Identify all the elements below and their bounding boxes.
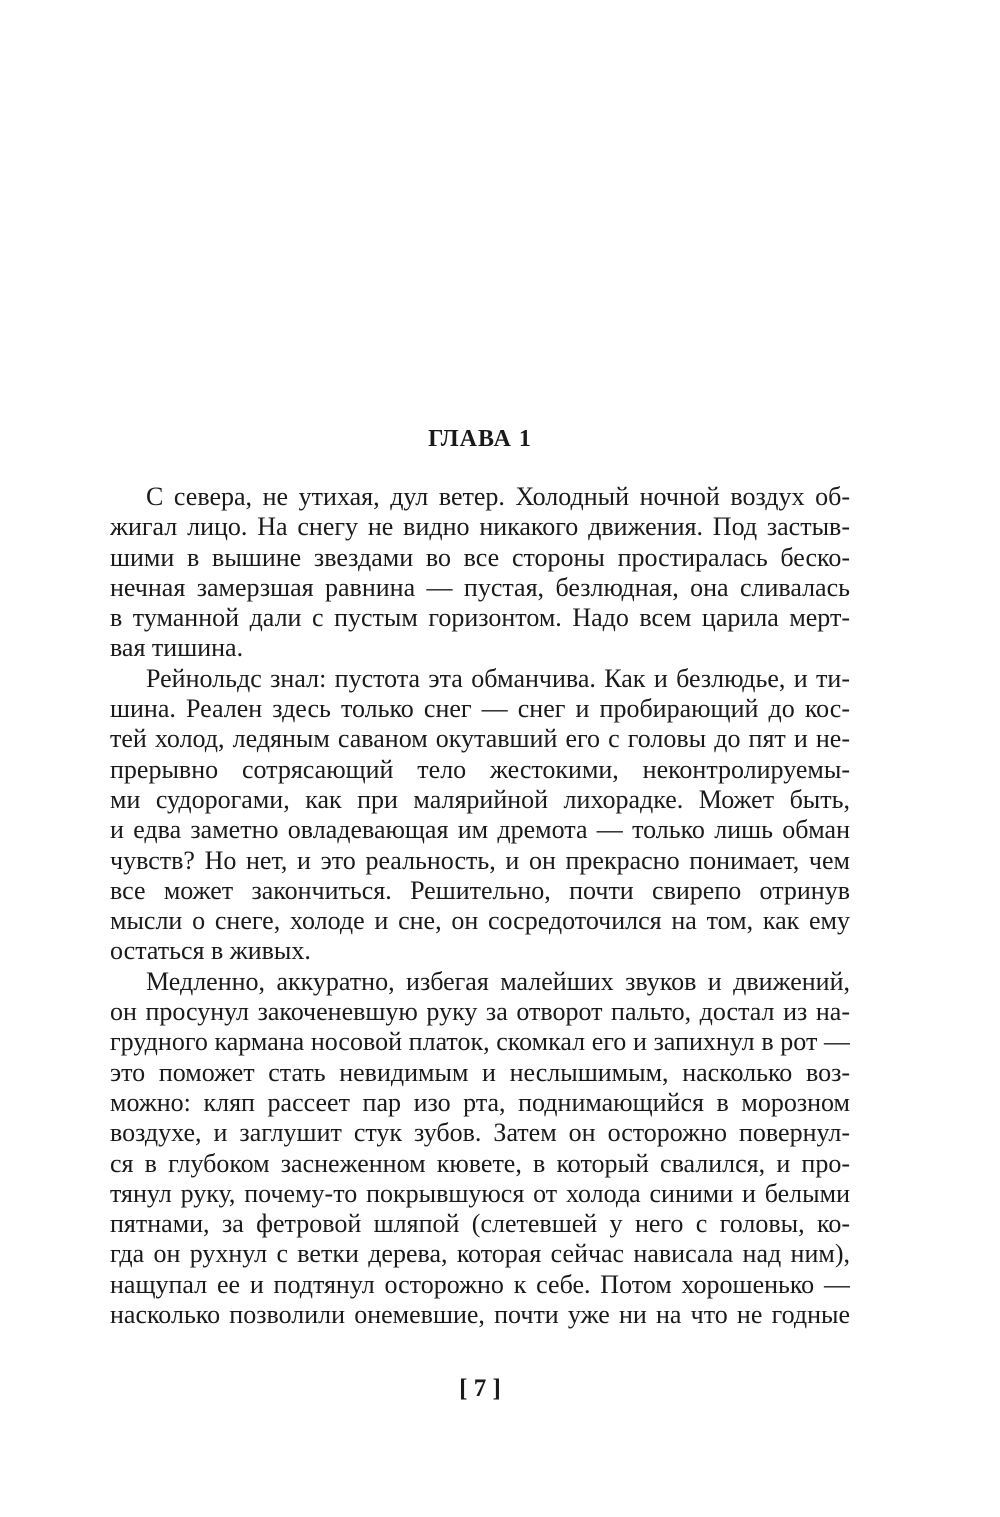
body-text bbox=[110, 482, 850, 1330]
text-line: и едва заметно овладевающая им дремота — только лишь обман bbox=[110, 815, 850, 845]
text-line: прерывно сотрясающий тело жестокими, неконтролируемы- bbox=[110, 754, 850, 784]
text-line: вая тишина. bbox=[110, 633, 244, 663]
text-line: остаться в живых. bbox=[110, 936, 311, 966]
text-line: нащупал ее и подтянул осторожно к себе. Потом хорошенько — bbox=[110, 1269, 850, 1299]
text-line: пятнами, за фетровой шляпой (слетевшей у него с головы, ко- bbox=[110, 1209, 850, 1239]
page-number: [ 7 ] bbox=[459, 1375, 501, 1402]
text-line: все может закончиться. Решительно, почти свирепо отринув bbox=[110, 875, 850, 905]
text-line: тей холод, ледяным саваном окутавший его с головы до пят и не- bbox=[110, 724, 850, 754]
text-line: нечная замерзшая равнина — пустая, безлюдная, она сливалась bbox=[110, 572, 850, 602]
text-line: Рейнольдс знал: пустота эта обманчива. Как и безлюдье, и ти- bbox=[146, 663, 850, 693]
text-line: ся в глубоком заснеженном кювете, в который свалился, и про- bbox=[110, 1148, 850, 1178]
chapter-title: ГЛАВА 1 bbox=[428, 426, 532, 452]
text-line: чувств? Но нет, и это реальность, и он прекрасно понимает, чем bbox=[110, 845, 850, 875]
text-line: ми судорогами, как при малярийной лихорадке. Может быть, bbox=[110, 784, 850, 814]
text-line: мысли о снеге, холоде и сне, он сосредоточился на том, как ему bbox=[110, 906, 850, 936]
text-line: жигал лицо. На снегу не видно никакого движения. Под застыв- bbox=[110, 512, 850, 542]
text-line: шими в вышине звездами во все стороны простиралась беско- bbox=[110, 542, 850, 572]
text-line: гда он рухнул с ветки дерева, которая сейчас нависала над ним), bbox=[110, 1239, 850, 1269]
text-line: в туманной дали с пустым горизонтом. Надо всем царила мерт- bbox=[110, 603, 850, 633]
text-line: грудного кармана носовой платок, скомкал его и запихнул в рот — bbox=[110, 1027, 850, 1057]
text-line: он просунул закоченевшую руку за отворот пальто, достал из на- bbox=[110, 997, 850, 1027]
text-line: воздухе, и заглушит стук зубов. Затем он осторожно повернул- bbox=[110, 1118, 850, 1148]
text-line: это поможет стать невидимым и неслышимым, насколько воз- bbox=[110, 1057, 850, 1087]
text-line: тянул руку, почему-то покрывшуюся от холода синими и белыми bbox=[110, 1178, 850, 1208]
text-line: насколько позволили онемевшие, почти уже ни на что не годные bbox=[110, 1300, 850, 1330]
text-line: можно: кляп рассеет пар изо рта, поднимающийся в морозном bbox=[110, 1087, 850, 1117]
text-line: шина. Реален здесь только снег — снег и пробирающий до кос- bbox=[110, 694, 850, 724]
text-line: Медленно, аккуратно, избегая малейших звуков и движений, bbox=[146, 966, 850, 996]
text-line: С севера, не утихая, дул ветер. Холодный ночной воздух об- bbox=[146, 482, 850, 511]
